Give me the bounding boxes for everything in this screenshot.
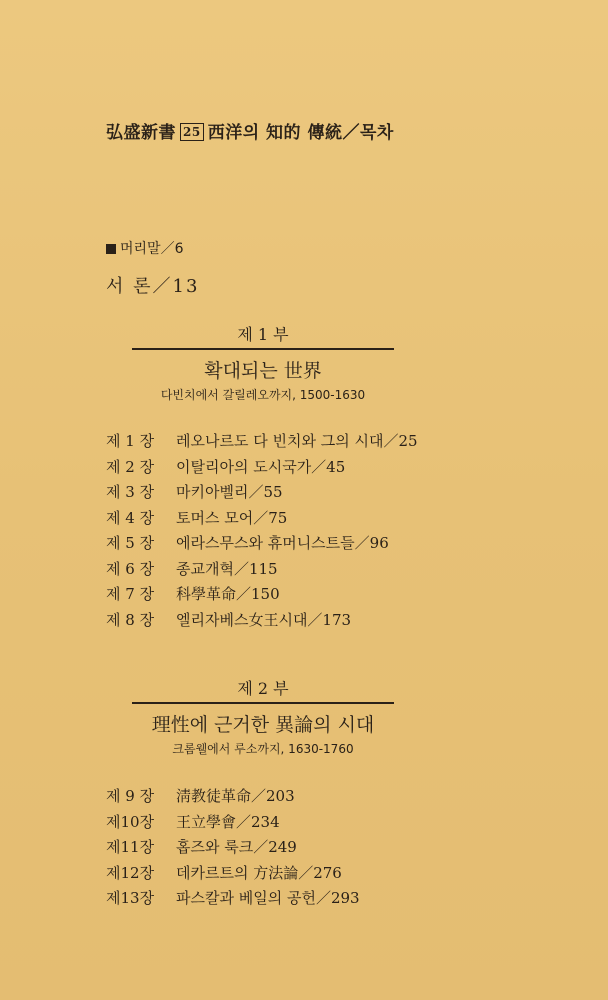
part-1-subtitle: 다빈치에서 갈릴레오까지, 1500-1630 xyxy=(160,388,366,402)
toc-row xyxy=(106,785,360,811)
part-1-label: 제 1 부 xyxy=(237,325,289,344)
toc-row xyxy=(106,430,418,456)
part-1-divider xyxy=(132,348,394,350)
toc-row xyxy=(106,532,418,558)
chapter-title: 토머스 모어／75 xyxy=(176,508,288,527)
part-1-chapter-list xyxy=(106,430,418,634)
page-header xyxy=(106,118,394,143)
chapter-number: 제12장 xyxy=(106,863,155,882)
chapter-title: 王立學會／234 xyxy=(176,812,280,831)
preface-entry xyxy=(106,238,183,258)
toc-row xyxy=(106,862,360,888)
toc-row xyxy=(106,811,360,837)
chapter-number: 제 3 장 xyxy=(106,483,155,501)
chapter-number: 제 2 장 xyxy=(106,457,155,476)
series-name: 弘盛新書 xyxy=(106,123,176,143)
part-2-label: 제 2 부 xyxy=(237,679,289,698)
chapter-number: 제13장 xyxy=(106,889,155,907)
book-title: 西洋의 知的 傳統／목차 xyxy=(207,123,394,143)
chapter-number: 제 4 장 xyxy=(106,508,155,527)
chapter-title: 종교개혁／115 xyxy=(176,559,278,578)
chapter-title: 이탈리아의 도시국가／45 xyxy=(176,457,346,476)
toc-row xyxy=(106,481,418,507)
chapter-number: 제 6 장 xyxy=(106,559,155,578)
chapter-number: 제 9 장 xyxy=(106,787,155,805)
chapter-number: 제 8 장 xyxy=(106,610,155,629)
part-2-chapter-list xyxy=(106,785,360,913)
part-1-title: 확대되는 世界 xyxy=(204,360,322,382)
chapter-title: 淸教徒革命／203 xyxy=(176,787,295,805)
preface-label: 머리말／6 xyxy=(120,241,184,257)
toc-row xyxy=(106,836,360,862)
chapter-title: 科學革命／150 xyxy=(176,585,280,603)
intro-entry: 서 론／13 xyxy=(106,276,200,297)
square-bullet-icon xyxy=(106,244,116,254)
chapter-number: 제11장 xyxy=(106,838,155,856)
part-2-divider xyxy=(132,702,394,704)
chapter-title: 에라스무스와 휴머니스트들／96 xyxy=(176,534,389,552)
chapter-number: 제 5 장 xyxy=(106,534,155,552)
chapter-title: 파스칼과 베일의 공헌／293 xyxy=(176,889,360,907)
chapter-number: 제 1 장 xyxy=(106,432,155,450)
chapter-number: 제10장 xyxy=(106,812,155,831)
chapter-title: 데카르트의 方法論／276 xyxy=(176,863,342,882)
toc-row xyxy=(106,887,360,913)
chapter-title: 엘리자베스女王시대／173 xyxy=(176,610,352,629)
part-2-subtitle: 크롬웰에서 루소까지, 1630-1760 xyxy=(172,742,354,756)
chapter-title: 레오나르도 다 빈치와 그의 시대／25 xyxy=(176,432,418,450)
toc-row xyxy=(106,456,418,482)
chapter-title: 마키아벨리／55 xyxy=(176,483,283,501)
toc-row xyxy=(106,609,418,635)
chapter-number: 제 7 장 xyxy=(106,585,155,603)
toc-row xyxy=(106,507,418,533)
toc-row xyxy=(106,558,418,584)
toc-row xyxy=(106,583,418,609)
series-number: 25 xyxy=(180,123,204,141)
chapter-title: 홉즈와 룩크／249 xyxy=(176,838,297,856)
part-2-title: 理性에 근거한 異論의 시대 xyxy=(151,714,375,736)
